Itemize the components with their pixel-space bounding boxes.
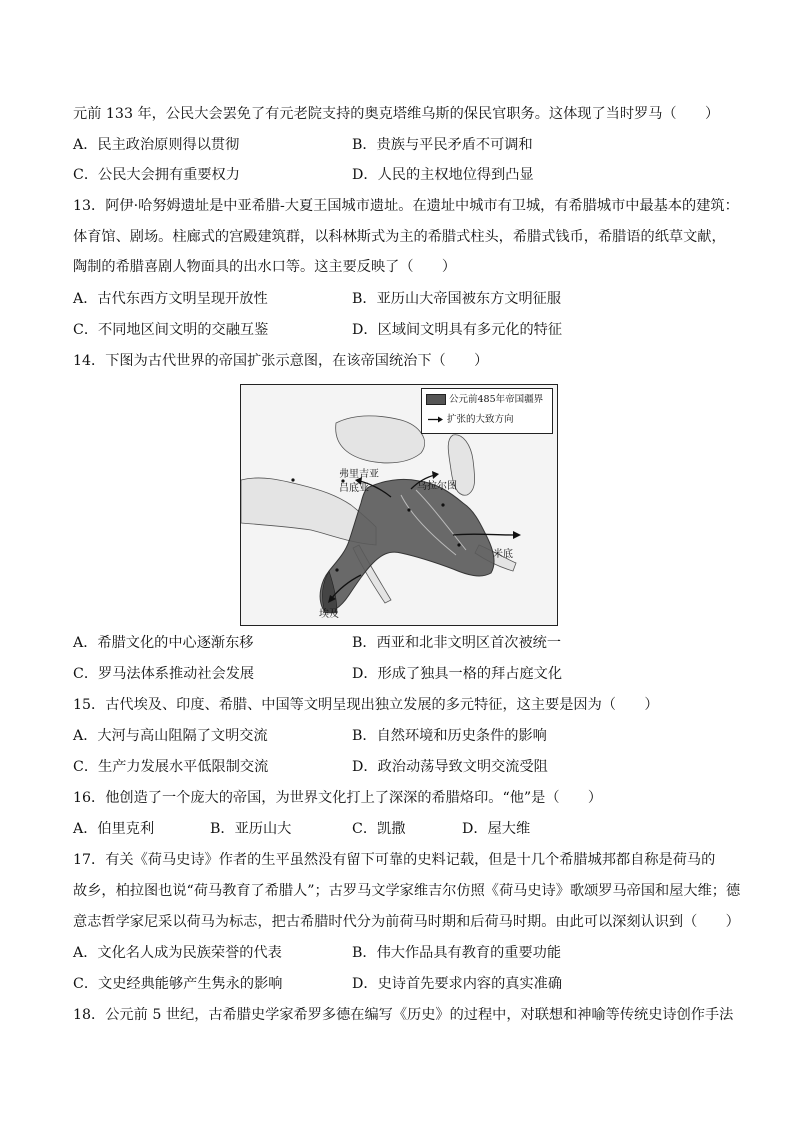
- q12-stem: 元前 133 年，公民大会罢免了有元老院支持的奥克塔维乌斯的保民官职务。这体现了当时罗马（ ）: [73, 106, 720, 122]
- legend-territory: [426, 394, 543, 406]
- q17-option-d: D．史诗首先要求内容的真实准确: [352, 976, 563, 992]
- q17-option-b: B．伟大作品具有教育的重要功能: [352, 945, 562, 961]
- q14-option-a: A．希腊文化的中心逐渐东移: [73, 635, 254, 651]
- label-egypt: 埃及: [319, 609, 339, 620]
- q14-option-d: D．形成了独具一格的拜占庭文化: [352, 666, 563, 682]
- q16-option-a: A．伯里克利: [73, 821, 155, 837]
- q16-option-d: D．屋大维: [462, 821, 531, 837]
- q13-option-c: C．不同地区间文明的交融互鉴: [73, 322, 269, 338]
- q12-option-d: D．人民的主权地位得到凸显: [352, 167, 534, 183]
- q17-option-a: A．文化名人成为民族荣誉的代表: [73, 945, 282, 961]
- q17-stem-line-3: 意志哲学家尼采以荷马为标志，把古希腊时代分为前荷马时期和后荷马时期。由此可以深刻认识到（ ）: [73, 914, 740, 930]
- q18-stem: 18．公元前 5 世纪，古希腊史学家希罗多德在编写《历史》的过程中，对联想和神喻等传统史诗创作手法: [73, 1007, 734, 1023]
- q13-stem-line-3: 陶制的希腊喜剧人物面具的出水口等。这主要反映了（ ）: [73, 259, 457, 275]
- q13-option-d: D．区域间文明具有多元化的特征: [352, 322, 563, 338]
- q12-option-c: C．公民大会拥有重要权力: [73, 167, 240, 183]
- map-legend: [421, 388, 553, 434]
- q15-option-c: C．生产力发展水平低限制交流: [73, 759, 269, 775]
- legend-territory-label: 公元前485年帝国疆界: [449, 394, 544, 405]
- q15-stem: 15．古代埃及、印度、希腊、中国等文明呈现出独立发展的多元特征，这主要是因为（ ）: [73, 697, 659, 713]
- q12-option-b: B．贵族与平民矛盾不可调和: [352, 137, 533, 153]
- q13-stem-line-2: 体育馆、剧场。柱廊式的宫殿建筑群，以科林斯式为主的希腊式柱头，希腊式钱币，希腊语的纸草文献，: [73, 229, 726, 245]
- empire-territory: [320, 479, 494, 611]
- q14-stem: 14．下图为古代世界的帝国扩张示意图，在该帝国统治下（ ）: [73, 353, 489, 369]
- q16-stem: 16．他创造了一个庞大的帝国，为世界文化打上了深深的希腊烙印。“他”是（ ）: [73, 790, 603, 806]
- label-urartu: 乌拉尔图: [417, 481, 457, 492]
- q17-stem-line-2: 故乡，柏拉图也说“荷马教育了希腊人”；古罗马文学家维吉尔仿照《荷马史诗》歌颂罗马帝国和屋大维；德: [73, 883, 741, 899]
- legend-direction: [426, 414, 514, 426]
- empire-map: [240, 384, 558, 626]
- q15-option-a: A．大河与高山阻隔了文明交流: [73, 728, 268, 744]
- q13-option-b: B．亚历山大帝国被东方文明征服: [352, 291, 562, 307]
- q17-option-c: C．文史经典能够产生隽永的影响: [73, 976, 283, 992]
- q14-option-b: B．西亚和北非文明区首次被统一: [352, 635, 562, 651]
- arrow-icon: [426, 415, 444, 424]
- q15-option-d: D．政治动荡导致文明交流受阻: [352, 759, 548, 775]
- legend-direction-label: 扩张的大致方向: [447, 414, 514, 425]
- black-sea: [336, 416, 425, 463]
- q13-stem-line-1: 13．阿伊·哈努姆遗址是中亚希腊-大夏王国城市遗址。在遗址中城市有卫城，有希腊城市中最基本的建筑：: [73, 198, 739, 214]
- q17-stem-line-1: 17．有关《荷马史诗》作者的生平虽然没有留下可靠的史料记载，但是十几个希腊城邦都自称是荷马的: [73, 852, 716, 868]
- label-media: 米底: [493, 549, 513, 560]
- q16-option-b: B．亚历山大: [210, 821, 292, 837]
- label-lydia: 吕底亚: [339, 483, 369, 494]
- territory-swatch: [426, 394, 446, 405]
- q12-option-a: A．民主政治原则得以贯彻: [73, 137, 240, 153]
- q14-option-c: C．罗马法体系推动社会发展: [73, 666, 255, 682]
- q15-option-b: B．自然环境和历史条件的影响: [352, 728, 547, 744]
- label-phrygia: 弗里吉亚: [339, 469, 379, 480]
- q13-option-a: A．古代东西方文明呈现开放性: [73, 291, 268, 307]
- q16-option-c: C．凯撒: [352, 821, 406, 837]
